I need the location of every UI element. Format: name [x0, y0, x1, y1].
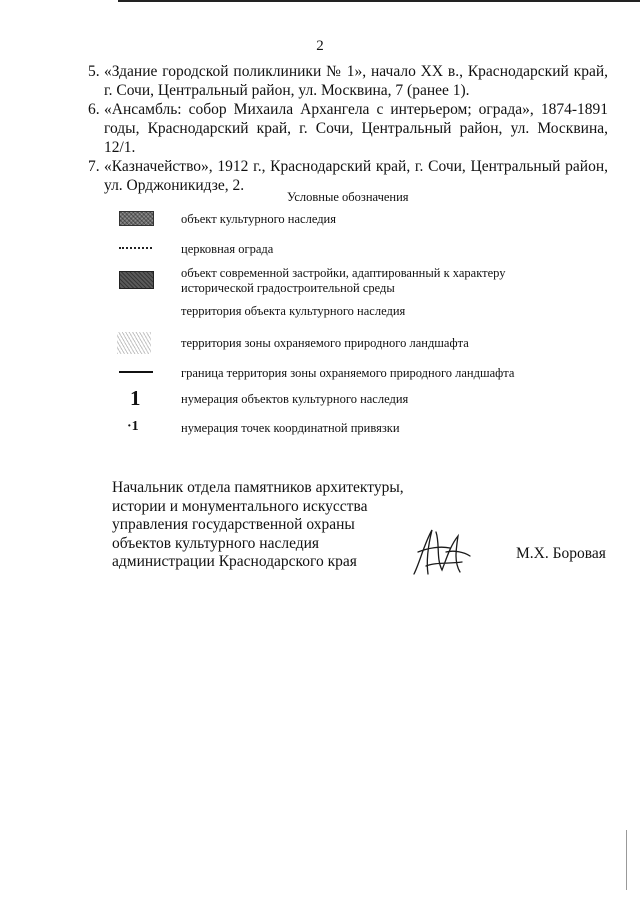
- list-item: [88, 100, 608, 157]
- scan-edge-mark: [626, 830, 627, 890]
- signer-title-line: Начальник отдела памятников архитектуры,: [112, 479, 404, 496]
- list-item-text: «Ансамбль: собор Михаила Архангела с интерьером; ограда», 1874-1891 годы, Краснодарский край, г. Сочи, Центральный район, ул. Москвина, 12/1.: [104, 101, 608, 156]
- legend-label: нумерация точек координатной привязки: [181, 421, 400, 435]
- signer-title-line: администрации Краснодарского края: [112, 553, 357, 570]
- list-item-text: «Здание городской поликлиники № 1», начало XX в., Краснодарский край, г. Сочи, Центральный район, ул. Москвина, 7 (ранее 1).: [104, 63, 608, 99]
- modern-building-symbol: [119, 271, 154, 289]
- legend-label: нумерация объектов культурного наследия: [181, 392, 409, 406]
- signer-title-line: управления государственной охраны: [112, 516, 355, 533]
- zone-boundary-line-symbol: [119, 371, 153, 373]
- legend-label: граница территория зоны охраняемого природного ландшафта: [181, 366, 515, 380]
- legend-title: Условные обозначения: [287, 190, 409, 204]
- page-number: 2: [316, 38, 324, 54]
- legend-label: территория зоны охраняемого природного ландшафта: [181, 336, 469, 350]
- point-number-symbol: ·1: [127, 419, 139, 434]
- signature-block: [112, 479, 404, 572]
- list-item-text: «Казначейство», 1912 г., Краснодарский край, г. Сочи, Центральный район, ул. Орджоникидзе, 2.: [104, 158, 608, 194]
- signer-name: М.Х. Боровая: [516, 545, 606, 562]
- landscape-zone-hatch-symbol: [117, 332, 151, 354]
- object-number-symbol: 1: [130, 386, 141, 410]
- legend-label: объект современной застройки, адаптированный к характеру исторической градостроительной среды: [181, 266, 506, 295]
- legend-label: церковная ограда: [181, 242, 274, 256]
- church-fence-symbol: [119, 247, 152, 252]
- legend-label: территория объекта культурного наследия: [181, 304, 406, 318]
- signer-title-line: объектов культурного наследия: [112, 534, 320, 552]
- list-item-number: 5.: [88, 63, 100, 80]
- top-rule: [118, 0, 640, 2]
- handwritten-signature: [406, 522, 476, 582]
- list-item: [88, 62, 608, 100]
- legend-label: объект культурного наследия: [181, 212, 336, 226]
- list-item-number: 7.: [88, 158, 100, 175]
- heritage-object-symbol: [119, 211, 154, 226]
- signer-title-line: истории и монументального искусства: [112, 497, 368, 515]
- heritage-list: [88, 62, 608, 195]
- list-item-number: 6.: [88, 101, 100, 118]
